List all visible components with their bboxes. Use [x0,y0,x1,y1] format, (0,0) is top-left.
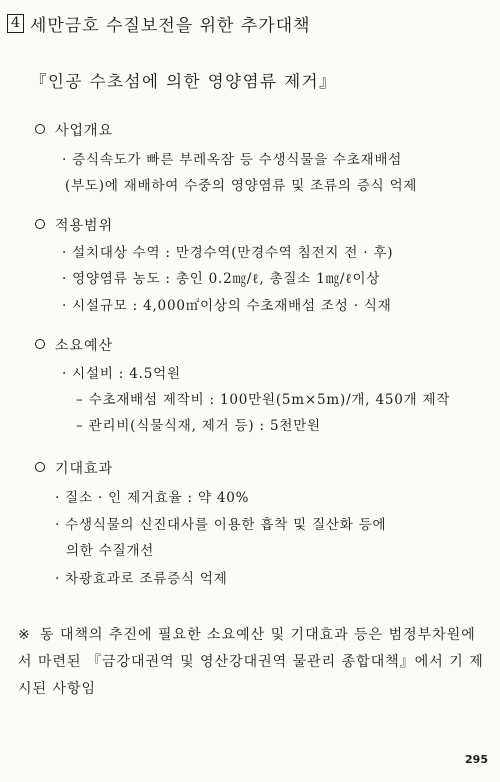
overview-line-1: · 증식속도가 빠른 부레옥잠 등 수생식물을 수초재배섬 [62,152,403,168]
budget-line-1: · 시설비 : 4.5억원 [62,366,181,382]
section-heading-scope: 적용범위 [35,215,113,235]
budget-line-2: – 수초재배섬 제작비 : 100만원(5m×5m)/개, 450개 제작 [76,392,451,408]
section-number-box: 4 [7,14,24,33]
footnote-text: 동 대책의 추진에 필요한 소요예산 및 기대효과 등은 범정부차원에서 마련된 『금강대권역 및 영산강대권역 물관리 종합대책』에서 기 제시된 사항임 [18,627,484,697]
circle-bullet-icon [35,219,45,229]
effects-line-2: · 수생식물의 신진대사를 이용한 흡착 및 질산화 등에 [55,517,387,533]
effects-line-3: 의한 수질개선 [66,543,155,559]
scope-line-2: · 영양염류 농도 : 총인 0.2㎎/ℓ, 총질소 1㎎/ℓ이상 [62,271,381,287]
section-title [7,11,311,36]
scope-line-1: · 설치대상 수역 : 만경수역(만경수역 침전지 전 · 후) [62,245,394,261]
effects-line-1: · 질소 · 인 제거효율 : 약 40% [55,490,250,506]
footnote-paragraph [18,622,484,703]
page-number: 295 [465,753,488,766]
section-heading-budget: 소요예산 [35,335,113,355]
overview-line-2: (부도)에 재배하여 수중의 영양염류 및 조류의 증식 억제 [65,178,418,194]
section-title-text: 세만금호 수질보전을 위한 추가대책 [30,16,311,36]
section-heading-overview: 사업개요 [35,120,113,140]
effects-line-4: · 차광효과로 조류증식 억제 [55,571,228,587]
section-heading-effects: 기대효과 [35,458,113,478]
circle-bullet-icon [35,124,45,134]
circle-bullet-icon [35,339,45,349]
reference-mark: ※ [18,627,31,643]
measure-subtitle: 『인공 수초섬에 의한 영양염류 제거』 [30,72,338,91]
scope-line-3: · 시설규모 : 4,000㎡이상의 수초재배섬 조성 · 식재 [62,298,392,314]
circle-bullet-icon [35,462,45,472]
budget-line-3: – 관리비(식물식재, 제거 등) : 5천만원 [76,418,321,434]
